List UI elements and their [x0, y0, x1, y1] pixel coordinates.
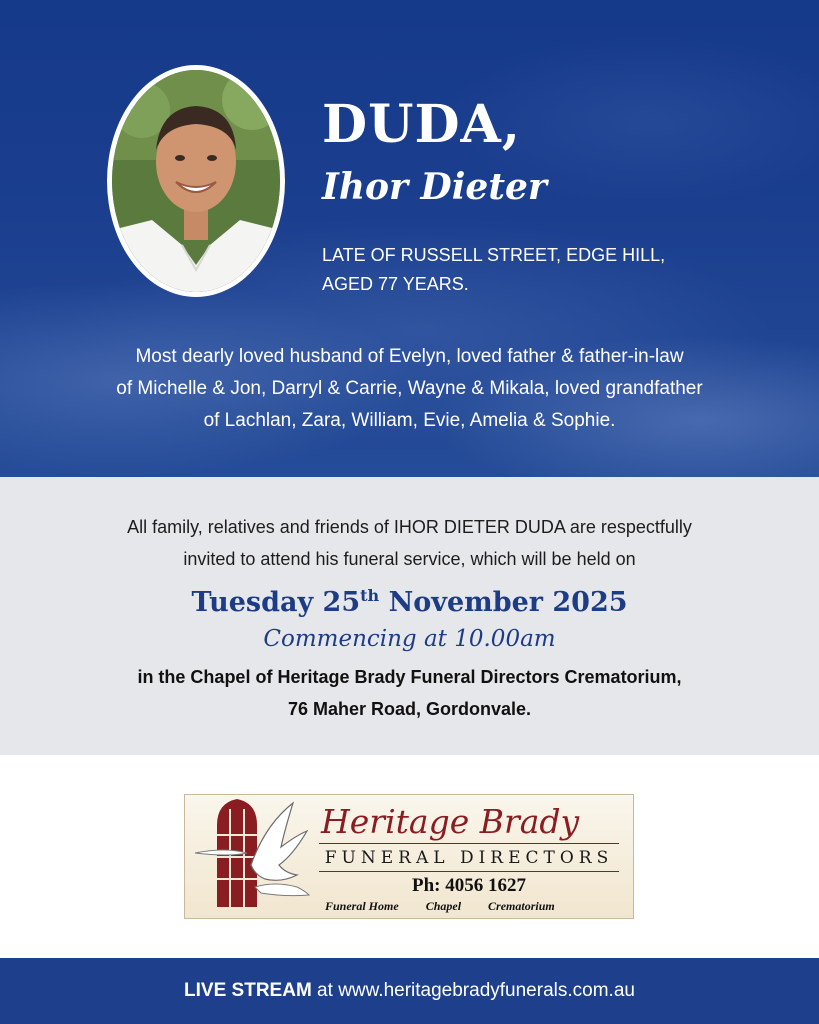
logo-phone: Ph: 4056 1627: [412, 875, 526, 896]
late-of-text: [322, 241, 762, 299]
service-details: [0, 477, 819, 755]
date-suffix: th: [360, 586, 380, 605]
logo-tag: Crematorium: [488, 899, 555, 913]
late-of-line: LATE OF RUSSELL STREET, EDGE HILL,: [322, 245, 666, 265]
funeral-director-logo: [184, 794, 634, 919]
logo-divider: [319, 871, 619, 872]
tribute-text: [40, 341, 779, 437]
logo-tag: Funeral Home: [325, 899, 399, 913]
service-time: Commencing at 10.00am: [263, 626, 556, 652]
service-date: [0, 585, 819, 621]
top-banner: [0, 0, 819, 477]
date-month-year: November 2025: [379, 587, 628, 618]
portrait-frame: [107, 65, 285, 297]
live-stream-label: LIVE STREAM: [184, 980, 312, 1001]
live-stream-connector: at: [311, 980, 339, 1001]
tribute-line: Most dearly loved husband of Evelyn, loved father & father-in-law: [135, 346, 684, 367]
dove-icon: [185, 795, 319, 918]
invitation-line: All family, relatives and friends of IHOR DIETER DUDA are respectfully: [127, 517, 692, 537]
invitation-line: invited to attend his funeral service, which will be held on: [183, 549, 636, 569]
tribute-line: of Michelle & Jon, Darryl & Carrie, Wayne & Mikala, loved grandfather: [116, 378, 703, 399]
age-line: AGED 77 YEARS.: [322, 274, 469, 294]
invitation-text: [30, 511, 789, 575]
logo-subtitle: FUNERAL DIRECTORS: [324, 848, 614, 868]
live-stream-text: [0, 976, 819, 1006]
live-stream-link[interactable]: www.heritagebradyfunerals.com.au: [338, 980, 635, 1001]
logo-tagline: [325, 899, 625, 913]
given-names-heading: Ihor Dieter: [322, 166, 547, 208]
venue-line: in the Chapel of Heritage Brady Funeral Directors Crematorium,: [137, 667, 682, 687]
tribute-line: of Lachlan, Zara, William, Evie, Amelia & Sophie.: [203, 410, 616, 431]
venue-address: 76 Maher Road, Gordonvale.: [287, 699, 532, 719]
live-stream-footer: [0, 958, 819, 1024]
service-venue: [20, 661, 799, 725]
portrait-photo: [112, 70, 280, 292]
logo-divider: [319, 843, 619, 844]
surname-heading: DUDA,: [322, 94, 521, 155]
date-day: Tuesday 25: [191, 587, 361, 618]
logo-name: Heritage Brady: [321, 802, 580, 841]
logo-tag: Chapel: [425, 899, 462, 913]
portrait-illustration: [112, 70, 280, 292]
